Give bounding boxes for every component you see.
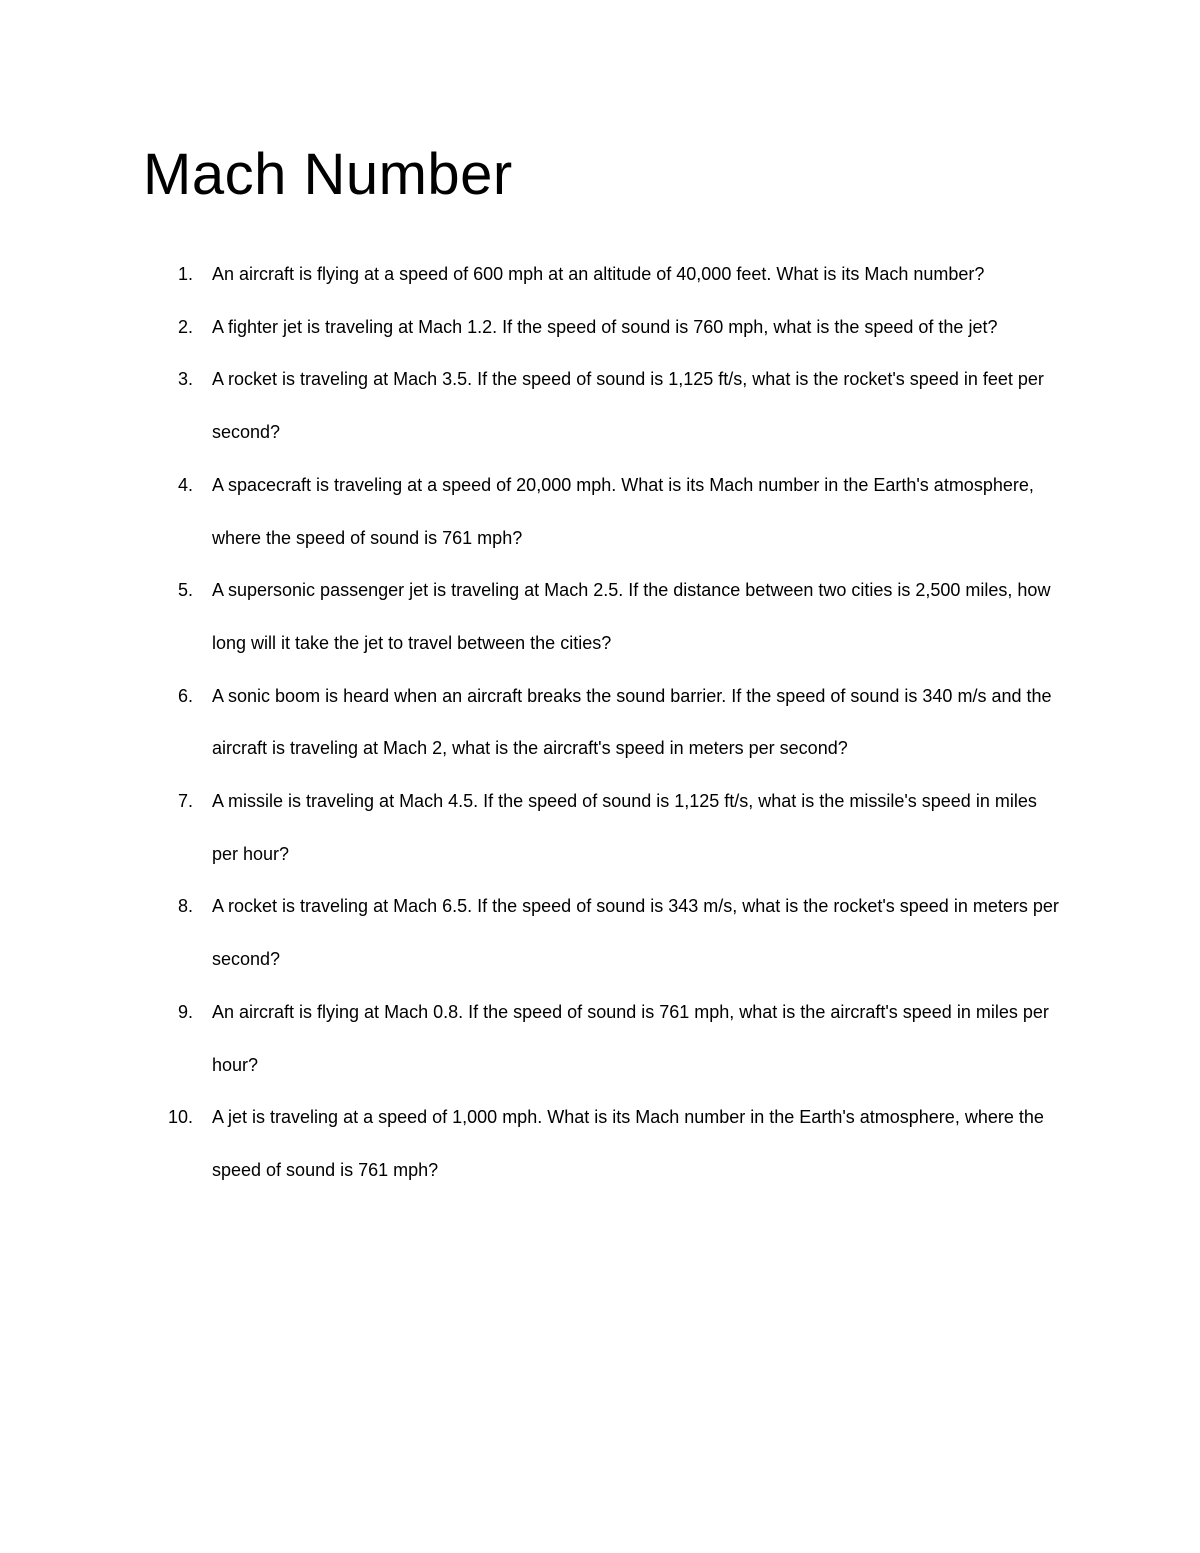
question-text: A fighter jet is traveling at Mach 1.2. If the speed of sound is 760 mph, what is the speed of the jet? xyxy=(212,316,998,337)
question-number: 1. xyxy=(177,264,193,284)
question-number: 3. xyxy=(177,369,193,390)
question-item xyxy=(0,459,1200,564)
question-item xyxy=(0,564,1200,669)
question-item xyxy=(0,248,1200,301)
question-item xyxy=(0,775,1200,880)
question-item xyxy=(0,670,1200,775)
question-text: A rocket is traveling at Mach 6.5. If the speed of sound is 343 m/s, what is the rocket's speed in meters per second? xyxy=(212,896,1059,970)
question-text: A jet is traveling at a speed of 1,000 mph. What is its Mach number in the Earth's atmosphere, where the speed of sound is 761 mph? xyxy=(212,1107,1044,1180)
question-number: 9. xyxy=(177,1001,193,1022)
question-number: 8. xyxy=(177,896,193,917)
question-item xyxy=(0,880,1200,985)
question-item xyxy=(0,1091,1200,1196)
question-text: A sonic boom is heard when an aircraft breaks the sound barrier. If the speed of sound is 340 m/s and the aircraft is traveling at Mach 2, what is the aircraft's speed in meters per second? xyxy=(212,685,1052,759)
question-text: A rocket is traveling at Mach 3.5. If the speed of sound is 1,125 ft/s, what is the rocket's speed in feet per second? xyxy=(212,369,1044,443)
page-title: Mach Number xyxy=(143,142,513,207)
question-number: 2. xyxy=(177,316,193,337)
question-number: 10. xyxy=(167,1107,193,1128)
question-text: A missile is traveling at Mach 4.5. If the speed of sound is 1,125 ft/s, what is the missile's speed in miles per hour? xyxy=(212,791,1037,864)
question-list xyxy=(0,248,1200,1197)
question-item xyxy=(0,353,1200,458)
question-text: A supersonic passenger jet is traveling at Mach 2.5. If the distance between two cities is 2,500 miles, how long will it take the jet to travel between the cities? xyxy=(212,580,1051,653)
question-number: 6. xyxy=(177,685,193,706)
question-number: 7. xyxy=(177,791,193,812)
question-text: A spacecraft is traveling at a speed of 20,000 mph. What is its Mach number in the Earth's atmosphere, where the speed of sound is 761 mph? xyxy=(212,474,1034,548)
question-number: 5. xyxy=(177,580,193,601)
question-text: An aircraft is flying at a speed of 600 mph at an altitude of 40,000 feet. What is its Mach number? xyxy=(212,264,985,284)
question-number: 4. xyxy=(177,474,193,495)
question-text: An aircraft is flying at Mach 0.8. If the speed of sound is 761 mph, what is the aircraft's speed in miles per hour? xyxy=(212,1001,1049,1075)
question-item xyxy=(0,301,1200,354)
question-item xyxy=(0,986,1200,1091)
